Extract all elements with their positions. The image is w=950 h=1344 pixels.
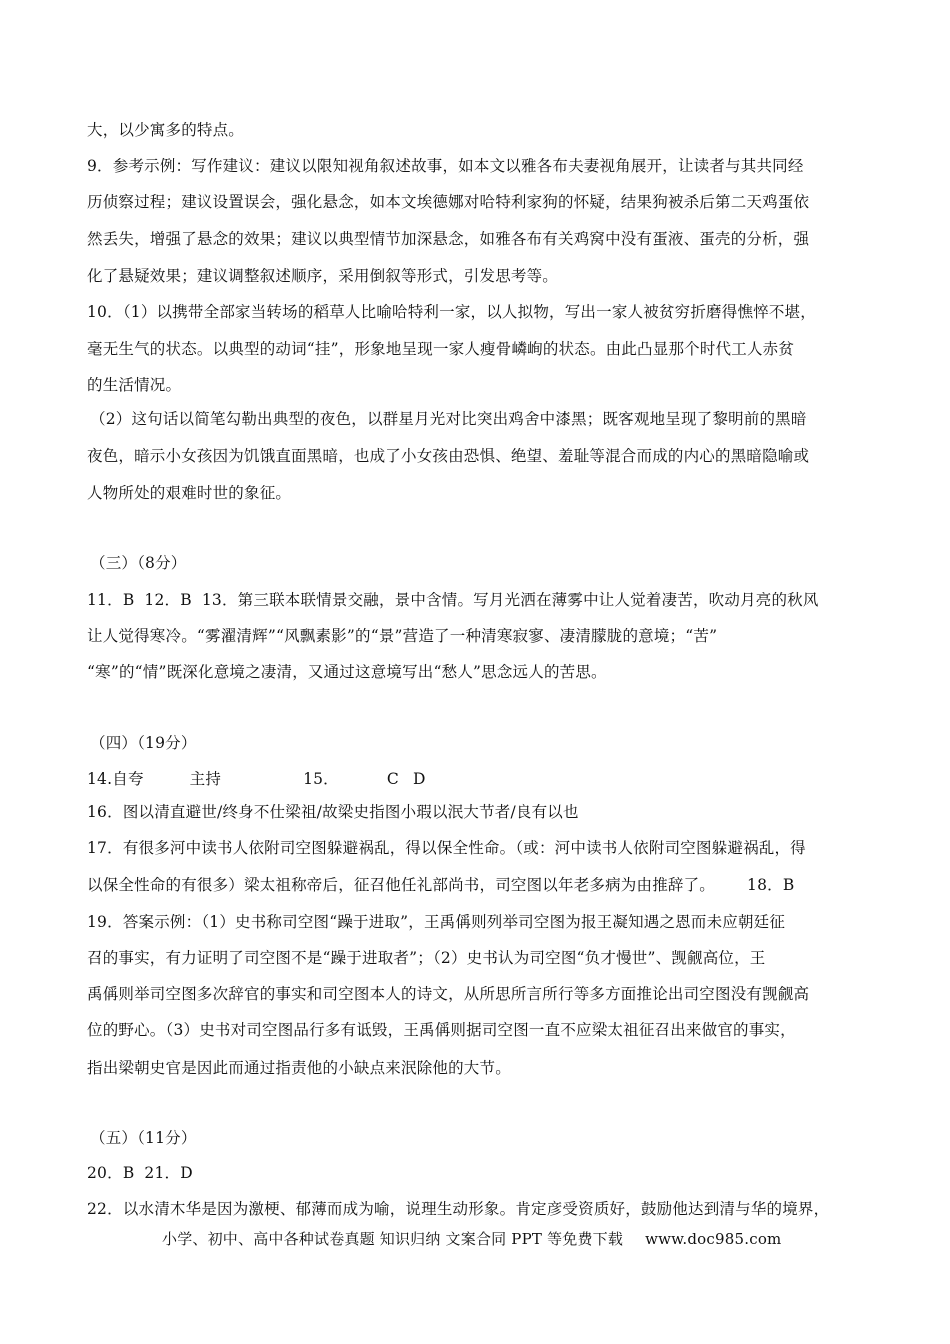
text-line: （2）这句话以简笔勾勒出典型的夜色，以群星月光对比突出鸡舍中漆黑；既客观地呈现了黎明前的黑暗 [90, 410, 807, 428]
section-heading-4: （四）（19分） [90, 734, 197, 752]
answers-14-15-line [87, 769, 426, 789]
answer-22-line: 22．以水清木华是因为激梗、郁薄而成为喻，说理生动形象。肯定彦受资质好，鼓励他达到清与华的境界， [87, 1200, 830, 1218]
answer-15-c: C [386, 770, 399, 788]
answer-17-text: 以保全性命的有很多）梁太祖称帝后，征召他任礼部尚书，司空图以年老多病为由推辞了。 [87, 876, 716, 894]
answer-14b: 主持 [189, 770, 222, 788]
answer-15-number: 15． [303, 770, 339, 788]
answer-19-line: 19．答案示例：（1）史书称司空图“躁于进取”，王禹偁则列举司空图为报王凝知遇之恩而未应朝廷征 [87, 913, 786, 931]
text-line: 化了悬疑效果；建议调整叙述顺序，采用倒叙等形式，引发思考等。 [87, 267, 559, 285]
text-line: 毫无生气的状态。以典型的动词“挂”，形象地呈现一家人瘦骨嶙峋的状态。由此凸显那个时代工人赤贫 [87, 340, 795, 358]
answer-17-18-line [87, 875, 794, 895]
footer-url[interactable]: www.doc985.com [645, 1230, 782, 1248]
answer-21: 21．D [144, 1164, 193, 1182]
text-line: 禹偁则举司空图多次辞官的事实和司空图本人的诗文，从所思所言所行等多方面推论出司空图没有觊觎高 [87, 985, 810, 1003]
text-line: “寒”的“情”既深化意境之凄清，又通过这意境写出“愁人”思念远人的苦思。 [87, 663, 607, 681]
section-heading-3: （三）（8分） [90, 554, 187, 572]
text-line: 历侦察过程；建议设置误会，强化悬念，如本文埃德娜对哈特利家狗的怀疑，结果狗被杀后第二天鸡蛋依 [87, 193, 810, 211]
answer-17-line: 17．有很多河中读书人依附司空图躲避祸乱，得以保全性命。（或：河中读书人依附司空图躲避祸乱，得 [87, 839, 806, 857]
answer-18: 18．B [747, 876, 795, 894]
text-line: 大，以少寓多的特点。 [87, 121, 245, 139]
answer-13-text: 第三联本联情景交融，景中含情。写月光洒在薄雾中让人觉着凄苦，吹动月亮的秋风 [237, 591, 819, 609]
text-line: 人物所处的艰难时世的象征。 [87, 484, 292, 502]
answer-10-line: 10．（1）以携带全部家当转场的稻草人比喻哈特利一家，以人拟物，写出一家人被贫穷折磨得憔悴不堪， [87, 303, 816, 321]
answer-9-line: 9．参考示例：写作建议：建议以限知视角叙述故事，如本文以雅各布夫妻视角展开，让读者与其共同经 [87, 157, 804, 175]
answers-20-21-line [87, 1163, 193, 1183]
text-line: 然丢失，增强了悬念的效果；建议以典型情节加深悬念，如雅各布有关鸡窝中没有蛋液、蛋壳的分析，强 [87, 230, 810, 248]
page-footer [162, 1229, 781, 1249]
text-line: 位的野心。（3）史书对司空图品行多有诋毁，王禹偁则据司空图一直不应梁太祖征召出来做官的事实， [87, 1021, 796, 1039]
answers-11-13-line [87, 590, 819, 610]
answer-11: 11．B [87, 591, 135, 609]
text-line: 的生活情况。 [87, 376, 182, 394]
answer-16-line: 16．图以清直避世/终身不仕梁祖/故梁史指图小瑕以泯大节者/良有以也 [87, 803, 579, 821]
section-heading-5: （五）（11分） [90, 1129, 197, 1147]
text-line: 夜色，暗示小女孩因为饥饿直面黑暗，也成了小女孩由恐惧、绝望、羞耻等混合而成的内心的黑暗隐喻或 [87, 447, 810, 465]
text-line: 指出梁朝史官是因此而通过指责他的小缺点来泯除他的大节。 [87, 1059, 511, 1077]
text-line: 让人觉得寒冷。“雾濯清辉”“风飘素影”的“景”营造了一种清寒寂寥、凄清朦胧的意境；“苦” [87, 627, 718, 645]
answer-12: 12．B [144, 591, 192, 609]
answer-13-number: 13． [201, 591, 238, 609]
answer-20: 20．B [87, 1164, 135, 1182]
text-line: 召的事实，有力证明了司空图不是“躁于进取者”；（2）史书认为司空图“负才慢世”、觊觎高位，王 [87, 949, 766, 967]
footer-text: 小学、初中、高中各种试卷真题 知识归纳 文案合同 PPT 等免费下载 [162, 1230, 624, 1248]
answer-15-d: D [412, 770, 426, 788]
answer-14a: 14.自夸 [87, 770, 144, 788]
